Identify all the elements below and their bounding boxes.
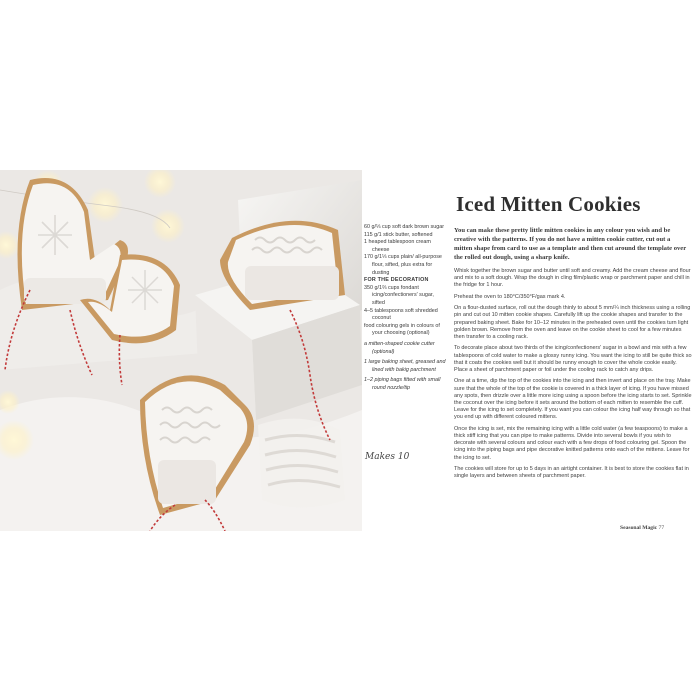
page-footer [620,525,700,531]
decoration-item: 350 g/1⅔ cups fondant icing/confectioners' sugar, sifted [364,284,434,306]
ingredient-item: 60 g/⅓ cup soft dark brown sugar [364,224,445,230]
yield-note: Makes 10 [365,452,410,462]
method-paragraph: To decorate place about two thirds of the icing/confectioners' sugar in a bowl and mix with a few tablespoons of cold water to make a glossy runny icing. You want the icing to still be quite thick so that it coats the cookies well but it should be runny enough to cover the whole cookie easily. Place a sheet of parchment paper or foil under the cooling rack to catch any drips. [454,345,692,373]
knitted-fabric [258,419,345,508]
recipe-title: Iced Mitten Cookies [456,192,641,216]
page-number: 77 [658,525,665,531]
decoration-item: 4–5 tablespoons soft shredded coconut [364,307,438,322]
equipment-item: 1–2 piping bags fitted with small round nozzle/tip [364,377,441,391]
method-paragraph: The cookies will store for up to 5 days in an airtight container. It is best to store the cookies flat in single layers and between sheets of parchment paper. [454,466,689,480]
cookie-photo-illustration [0,170,362,531]
ingredients-list [364,224,448,392]
decoration-heading: FOR THE DECORATION [364,277,429,284]
ingredient-item: 1 heaped tablespoon cream cheese [364,239,431,253]
decoration-item: food colouring gels in colours of your choosing (optional) [364,322,440,337]
equipment-item: a mitten-shaped cookie cutter (optional) [364,340,435,355]
ingredient-item: 170 g/1⅓ cups plain/ all-purpose flour, sifted, plus extra for dusting [364,254,442,276]
method-paragraph: Whisk together the brown sugar and butter until soft and creamy. Add the cream cheese and flour and mix to a soft dough. Wrap the dough in cling film/plastic wrap or parchment paper and chill in the fridge for 1 hour. [454,268,691,289]
method-paragraph: One at a time, dip the top of the cookies into the icing and then invert and place on the tray. Make sure that the whole of the top of the cookie is covered in a thick layer of icing. If you have missed any spots, then drizzle over a little more icing using a spoon before the icing starts to set. Sprinkle the coconut over the icing before it sets around the bottom of each mitten to resemble the cuff. Leave for the icing to set completely. If you want you can colour the icing half way through so that you end up with different coloured mittens. [454,378,692,421]
method-paragraph: Preheat the oven to 180°C/350°F/gas mark 4. [454,293,566,300]
section-name: Seasonal Magic [620,525,658,531]
cookie-photo [0,170,362,531]
ingredient-item: 115 g/1 stick butter, softened [364,231,433,238]
method-paragraph: On a flour-dusted surface, roll out the dough thinly to about 5 mm/¼ inch thickness using a rolling pin and cut out 10 mitten cookie shapes. Carefully lift up the cookie shapes and transfer to the prepared baking sheet. Bake for 10–12 minutes in the preheated oven until the cookies turn light golden brown. Remove from the oven and leave on the cookie sheet to cool for a few minutes then transfer to a cooling rack. [454,305,691,340]
method-paragraph: Once the icing is set, mix the remaining icing with a little cold water (a few teaspoons) to make a thick stiff icing that you can pipe to make patterns. Divide into several bowls if you wish to decorate with several colours and colour each with a few drops of food colouring gel. Spoon the icing into the piping bags and pipe decorative knitted patterns onto each of the mittens. Leave for the icing to set. [454,425,690,461]
recipe-intro: You can make these pretty little mitten cookies in any colour you wish and be creative with the patterns. If you do not have a mitten cookie cutter, cut out a mitten shape from card to use as a template and then cut around the template over the rolled out dough, using a sharp knife. [454,227,687,261]
method-steps [454,268,692,485]
equipment-item: 1 large baking sheet, greased and lined with bakig parchment [364,359,446,373]
